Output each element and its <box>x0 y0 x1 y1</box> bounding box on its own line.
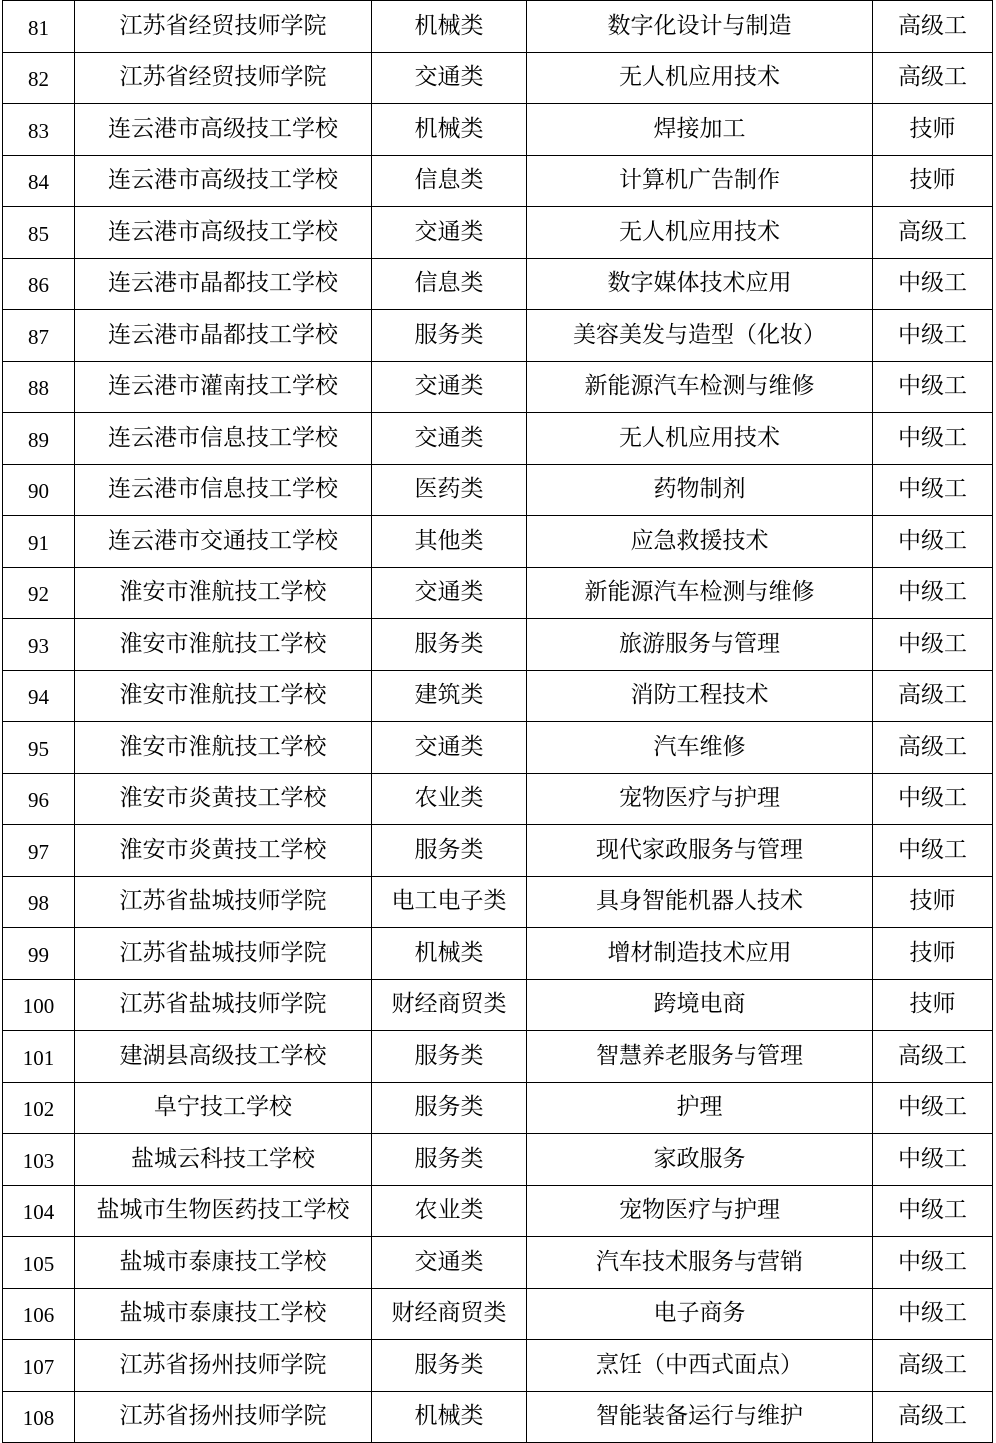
row-number-cell: 96 <box>3 773 75 825</box>
category-cell: 机械类 <box>372 1 527 53</box>
table-row <box>3 310 993 362</box>
table-row <box>3 979 993 1031</box>
level-cell: 技师 <box>873 928 993 980</box>
category-cell: 财经商贸类 <box>372 1288 527 1340</box>
category-cell: 电工电子类 <box>372 876 527 928</box>
major-cell: 新能源汽车检测与维修 <box>527 567 873 619</box>
level-cell: 技师 <box>873 155 993 207</box>
level-cell: 中级工 <box>873 361 993 413</box>
level-cell: 高级工 <box>873 1391 993 1443</box>
table-row <box>3 619 993 671</box>
row-number-cell: 93 <box>3 619 75 671</box>
school-name-cell: 淮安市淮航技工学校 <box>75 567 372 619</box>
level-cell: 中级工 <box>873 619 993 671</box>
school-name-cell: 阜宁技工学校 <box>75 1082 372 1134</box>
level-cell: 高级工 <box>873 1031 993 1083</box>
school-name-cell: 淮安市炎黄技工学校 <box>75 825 372 877</box>
school-name-cell: 淮安市炎黄技工学校 <box>75 773 372 825</box>
major-cell: 宠物医疗与护理 <box>527 773 873 825</box>
level-cell: 中级工 <box>873 1082 993 1134</box>
level-cell: 中级工 <box>873 464 993 516</box>
school-name-cell: 连云港市高级技工学校 <box>75 155 372 207</box>
table-row <box>3 1082 993 1134</box>
school-name-cell: 江苏省盐城技师学院 <box>75 979 372 1031</box>
major-cell: 无人机应用技术 <box>527 52 873 104</box>
school-name-cell: 淮安市淮航技工学校 <box>75 619 372 671</box>
row-number-cell: 82 <box>3 52 75 104</box>
category-cell: 服务类 <box>372 1134 527 1186</box>
major-cell: 无人机应用技术 <box>527 413 873 465</box>
school-name-cell: 连云港市晶都技工学校 <box>75 258 372 310</box>
level-cell: 中级工 <box>873 310 993 362</box>
table-row <box>3 1134 993 1186</box>
major-cell: 烹饪（中西式面点） <box>527 1340 873 1392</box>
table-row <box>3 258 993 310</box>
school-name-cell: 连云港市晶都技工学校 <box>75 310 372 362</box>
category-cell: 服务类 <box>372 1340 527 1392</box>
row-number-cell: 108 <box>3 1391 75 1443</box>
category-cell: 农业类 <box>372 1185 527 1237</box>
row-number-cell: 94 <box>3 670 75 722</box>
table-row <box>3 722 993 774</box>
school-name-cell: 建湖县高级技工学校 <box>75 1031 372 1083</box>
school-name-cell: 盐城市泰康技工学校 <box>75 1288 372 1340</box>
row-number-cell: 100 <box>3 979 75 1031</box>
category-cell: 信息类 <box>372 155 527 207</box>
table-row <box>3 773 993 825</box>
category-cell: 其他类 <box>372 516 527 568</box>
level-cell: 中级工 <box>873 258 993 310</box>
table-row <box>3 1185 993 1237</box>
row-number-cell: 99 <box>3 928 75 980</box>
major-cell: 无人机应用技术 <box>527 207 873 259</box>
level-cell: 中级工 <box>873 413 993 465</box>
table-row <box>3 413 993 465</box>
row-number-cell: 102 <box>3 1082 75 1134</box>
row-number-cell: 84 <box>3 155 75 207</box>
row-number-cell: 89 <box>3 413 75 465</box>
school-name-cell: 连云港市高级技工学校 <box>75 104 372 156</box>
category-cell: 交通类 <box>372 361 527 413</box>
category-cell: 交通类 <box>372 722 527 774</box>
school-name-cell: 盐城云科技工学校 <box>75 1134 372 1186</box>
level-cell: 中级工 <box>873 1237 993 1289</box>
major-cell: 家政服务 <box>527 1134 873 1186</box>
table-row <box>3 1391 993 1443</box>
major-cell: 应急救援技术 <box>527 516 873 568</box>
table-row <box>3 207 993 259</box>
major-cell: 数字化设计与制造 <box>527 1 873 53</box>
table-row <box>3 1237 993 1289</box>
school-name-cell: 江苏省经贸技师学院 <box>75 52 372 104</box>
school-name-cell: 淮安市淮航技工学校 <box>75 722 372 774</box>
major-cell: 汽车技术服务与营销 <box>527 1237 873 1289</box>
row-number-cell: 92 <box>3 567 75 619</box>
table-row <box>3 670 993 722</box>
major-cell: 具身智能机器人技术 <box>527 876 873 928</box>
school-name-cell: 江苏省扬州技师学院 <box>75 1391 372 1443</box>
table-row <box>3 567 993 619</box>
major-cell: 美容美发与造型（化妆） <box>527 310 873 362</box>
row-number-cell: 104 <box>3 1185 75 1237</box>
level-cell: 中级工 <box>873 1185 993 1237</box>
table-row <box>3 876 993 928</box>
row-number-cell: 97 <box>3 825 75 877</box>
major-cell: 数字媒体技术应用 <box>527 258 873 310</box>
major-cell: 智能装备运行与维护 <box>527 1391 873 1443</box>
category-cell: 交通类 <box>372 1237 527 1289</box>
major-cell: 护理 <box>527 1082 873 1134</box>
major-cell: 汽车维修 <box>527 722 873 774</box>
row-number-cell: 83 <box>3 104 75 156</box>
school-name-cell: 盐城市泰康技工学校 <box>75 1237 372 1289</box>
school-major-table <box>2 0 993 1443</box>
category-cell: 服务类 <box>372 619 527 671</box>
table-row <box>3 825 993 877</box>
category-cell: 交通类 <box>372 52 527 104</box>
category-cell: 财经商贸类 <box>372 979 527 1031</box>
table-body <box>3 1 993 1443</box>
level-cell: 高级工 <box>873 670 993 722</box>
major-cell: 药物制剂 <box>527 464 873 516</box>
school-name-cell: 连云港市信息技工学校 <box>75 413 372 465</box>
table-row <box>3 104 993 156</box>
row-number-cell: 85 <box>3 207 75 259</box>
school-name-cell: 江苏省经贸技师学院 <box>75 1 372 53</box>
row-number-cell: 98 <box>3 876 75 928</box>
row-number-cell: 88 <box>3 361 75 413</box>
table-row <box>3 155 993 207</box>
row-number-cell: 86 <box>3 258 75 310</box>
category-cell: 服务类 <box>372 825 527 877</box>
table-row <box>3 464 993 516</box>
school-name-cell: 连云港市高级技工学校 <box>75 207 372 259</box>
level-cell: 高级工 <box>873 52 993 104</box>
school-name-cell: 江苏省扬州技师学院 <box>75 1340 372 1392</box>
level-cell: 高级工 <box>873 1 993 53</box>
school-name-cell: 盐城市生物医药技工学校 <box>75 1185 372 1237</box>
school-name-cell: 连云港市灌南技工学校 <box>75 361 372 413</box>
level-cell: 技师 <box>873 979 993 1031</box>
category-cell: 服务类 <box>372 1082 527 1134</box>
major-cell: 增材制造技术应用 <box>527 928 873 980</box>
school-name-cell: 江苏省盐城技师学院 <box>75 928 372 980</box>
table-row <box>3 1340 993 1392</box>
row-number-cell: 105 <box>3 1237 75 1289</box>
level-cell: 中级工 <box>873 1288 993 1340</box>
document-page <box>2 0 992 1443</box>
major-cell: 智慧养老服务与管理 <box>527 1031 873 1083</box>
category-cell: 交通类 <box>372 413 527 465</box>
level-cell: 中级工 <box>873 1134 993 1186</box>
category-cell: 机械类 <box>372 104 527 156</box>
major-cell: 现代家政服务与管理 <box>527 825 873 877</box>
category-cell: 机械类 <box>372 1391 527 1443</box>
level-cell: 高级工 <box>873 1340 993 1392</box>
level-cell: 中级工 <box>873 825 993 877</box>
major-cell: 计算机广告制作 <box>527 155 873 207</box>
row-number-cell: 91 <box>3 516 75 568</box>
major-cell: 旅游服务与管理 <box>527 619 873 671</box>
level-cell: 中级工 <box>873 567 993 619</box>
table-row <box>3 928 993 980</box>
category-cell: 机械类 <box>372 928 527 980</box>
category-cell: 交通类 <box>372 567 527 619</box>
major-cell: 新能源汽车检测与维修 <box>527 361 873 413</box>
school-name-cell: 淮安市淮航技工学校 <box>75 670 372 722</box>
school-name-cell: 连云港市交通技工学校 <box>75 516 372 568</box>
school-name-cell: 江苏省盐城技师学院 <box>75 876 372 928</box>
table-row <box>3 516 993 568</box>
row-number-cell: 90 <box>3 464 75 516</box>
level-cell: 中级工 <box>873 773 993 825</box>
category-cell: 服务类 <box>372 1031 527 1083</box>
category-cell: 农业类 <box>372 773 527 825</box>
row-number-cell: 107 <box>3 1340 75 1392</box>
level-cell: 高级工 <box>873 207 993 259</box>
row-number-cell: 103 <box>3 1134 75 1186</box>
level-cell: 技师 <box>873 104 993 156</box>
row-number-cell: 106 <box>3 1288 75 1340</box>
row-number-cell: 81 <box>3 1 75 53</box>
level-cell: 高级工 <box>873 722 993 774</box>
major-cell: 消防工程技术 <box>527 670 873 722</box>
row-number-cell: 95 <box>3 722 75 774</box>
category-cell: 服务类 <box>372 310 527 362</box>
table-row <box>3 361 993 413</box>
row-number-cell: 87 <box>3 310 75 362</box>
major-cell: 宠物医疗与护理 <box>527 1185 873 1237</box>
table-row <box>3 1031 993 1083</box>
category-cell: 医药类 <box>372 464 527 516</box>
school-name-cell: 连云港市信息技工学校 <box>75 464 372 516</box>
table-row <box>3 1 993 53</box>
category-cell: 交通类 <box>372 207 527 259</box>
major-cell: 跨境电商 <box>527 979 873 1031</box>
level-cell: 中级工 <box>873 516 993 568</box>
row-number-cell: 101 <box>3 1031 75 1083</box>
table-row <box>3 1288 993 1340</box>
major-cell: 焊接加工 <box>527 104 873 156</box>
category-cell: 建筑类 <box>372 670 527 722</box>
level-cell: 技师 <box>873 876 993 928</box>
category-cell: 信息类 <box>372 258 527 310</box>
table-row <box>3 52 993 104</box>
major-cell: 电子商务 <box>527 1288 873 1340</box>
